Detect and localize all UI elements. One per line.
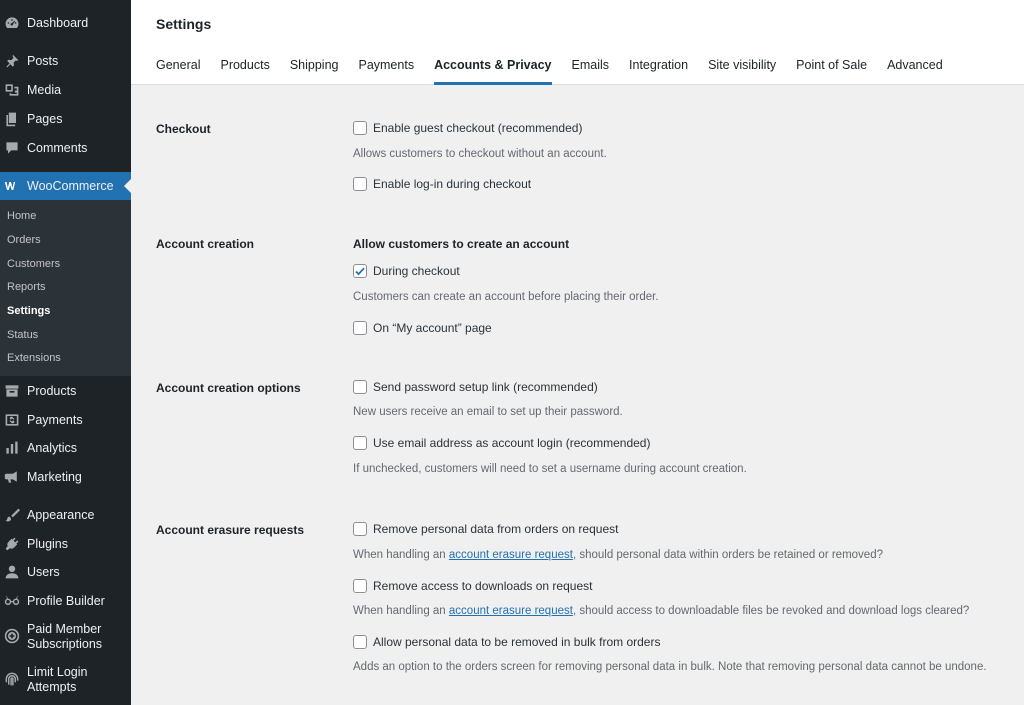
tab-emails[interactable]: Emails [571, 58, 610, 72]
password-link-description: New users receive an email to set up their password. [353, 406, 623, 418]
sidebar-item-label: Analytics [27, 440, 78, 455]
section-label-erasure: Account erasure requests [156, 523, 305, 537]
sidebar-item-label: Marketing [27, 469, 82, 484]
tab-payments[interactable]: Payments [358, 58, 415, 72]
remove-downloads-checkbox[interactable] [353, 579, 367, 593]
remove-orders-description [353, 549, 883, 561]
admin-sidebar [0, 0, 131, 705]
submenu-item-extensions[interactable]: Extensions [7, 352, 61, 364]
remove-orders-checkbox[interactable] [353, 522, 367, 536]
email-login-checkbox[interactable] [353, 436, 367, 450]
guest-checkout-description: Allows customers to checkout without an account. [353, 148, 607, 160]
settings-header [131, 0, 1024, 85]
fingerprint-icon [4, 671, 20, 687]
section-label-account-creation-options: Account creation options [156, 381, 301, 395]
sidebar-item-label: Media [27, 82, 62, 97]
sidebar-item-label: Plugins [27, 536, 68, 551]
desc-text: , should access to downloadable files be revoked and download logs cleared? [572, 605, 970, 617]
settings-tabs [156, 58, 963, 85]
option-label: During checkout [373, 264, 460, 278]
woocommerce-submenu [0, 200, 131, 376]
sidebar-item-limit-login-attempts[interactable] [0, 665, 131, 697]
sidebar-item-profile-builder[interactable] [0, 592, 131, 610]
tab-general[interactable]: General [156, 58, 201, 72]
sidebar-item-comments[interactable] [0, 139, 131, 157]
during-checkout-checkbox[interactable] [353, 264, 367, 278]
sidebar-item-label: Pages [27, 111, 63, 126]
tab-shipping[interactable]: Shipping [289, 58, 339, 72]
tab-site-visibility[interactable]: Site visibility [708, 58, 777, 72]
account-erasure-request-link[interactable]: account erasure request [448, 605, 573, 617]
dashboard-icon [4, 15, 20, 31]
submenu-item-home[interactable]: Home [7, 210, 37, 222]
checkmark-icon [354, 265, 366, 277]
option-label: Use email address as account login (recommended) [373, 436, 651, 450]
option-label: Send password setup link (recommended) [373, 380, 598, 394]
sidebar-item-pages[interactable] [0, 110, 131, 128]
submenu-item-status[interactable]: Status [7, 329, 39, 341]
section-label-checkout: Checkout [156, 122, 211, 136]
sidebar-item-plugins[interactable] [0, 535, 131, 553]
option-label: Remove access to downloads on request [373, 579, 593, 593]
dollar-icon [4, 412, 20, 428]
bulk-remove-description: Adds an option to the orders screen for removing personal data in bulk. Note that removing personal data cannot be undone. [353, 661, 987, 673]
megaphone-icon [4, 469, 20, 485]
option-label: On “My account” page [373, 321, 492, 335]
account-creation-heading: Allow customers to create an account [353, 237, 570, 251]
archive-icon [4, 383, 20, 399]
option-remove-downloads[interactable] [353, 579, 592, 593]
tab-accounts-privacy[interactable]: Accounts & Privacy [434, 58, 551, 85]
submenu-item-orders[interactable]: Orders [7, 234, 41, 246]
section-label-account-creation: Account creation [156, 237, 255, 251]
settings-content [131, 86, 1024, 705]
sidebar-item-dashboard[interactable] [0, 14, 131, 32]
option-login-checkout[interactable] [353, 177, 531, 191]
sidebar-item-products[interactable] [0, 382, 131, 400]
glasses-icon [4, 593, 20, 609]
subscriptions-icon [4, 628, 20, 644]
sidebar-item-label: Appearance [27, 507, 95, 522]
pages-icon [4, 111, 20, 127]
sidebar-item-label: WooCommerce [27, 178, 114, 193]
password-link-checkbox[interactable] [353, 380, 367, 394]
page-title: Settings [156, 16, 212, 32]
sidebar-item-analytics[interactable] [0, 439, 131, 457]
remove-downloads-description [353, 605, 969, 617]
login-checkout-checkbox[interactable] [353, 177, 367, 191]
sidebar-item-label: Profile Builder [27, 593, 105, 608]
option-during-checkout[interactable] [353, 264, 460, 278]
tab-products[interactable]: Products [220, 58, 270, 72]
sidebar-item-woocommerce[interactable] [0, 172, 131, 200]
sidebar-item-paid-member-subscriptions[interactable] [0, 622, 131, 654]
sidebar-item-label: Posts [27, 53, 59, 68]
option-guest-checkout[interactable] [353, 121, 582, 135]
tab-advanced[interactable]: Advanced [887, 58, 943, 72]
tab-point-of-sale[interactable]: Point of Sale [796, 58, 868, 72]
sidebar-item-label: Comments [27, 140, 88, 155]
option-email-login[interactable] [353, 436, 650, 450]
option-my-account[interactable] [353, 321, 492, 335]
woocommerce-icon [4, 178, 20, 194]
sidebar-item-media[interactable] [0, 81, 131, 99]
tab-integration[interactable]: Integration [629, 58, 689, 72]
guest-checkout-checkbox[interactable] [353, 121, 367, 135]
bulk-remove-checkbox[interactable] [353, 635, 367, 649]
bar-chart-icon [4, 440, 20, 456]
sidebar-item-label: Paid Member Subscriptions [27, 622, 103, 651]
plug-icon [4, 536, 20, 552]
my-account-checkbox[interactable] [353, 321, 367, 335]
submenu-item-customers[interactable]: Customers [7, 258, 61, 270]
account-erasure-request-link[interactable]: account erasure request [448, 549, 573, 561]
desc-text: When handling an [353, 605, 449, 617]
email-login-description: If unchecked, customers will need to set a username during account creation. [353, 463, 747, 475]
desc-text: When handling an [353, 549, 449, 561]
desc-text: , should personal data within orders be retained or removed? [572, 549, 883, 561]
option-label: Remove personal data from orders on request [373, 522, 619, 536]
sidebar-item-label: Dashboard [27, 15, 89, 30]
submenu-item-settings[interactable]: Settings [7, 305, 51, 317]
sidebar-item-payments[interactable] [0, 411, 131, 429]
sidebar-item-appearance[interactable] [0, 506, 131, 524]
sidebar-item-label: Payments [27, 412, 83, 427]
sidebar-item-label: Limit Login Attempts [27, 665, 88, 694]
media-icon [4, 82, 20, 98]
sidebar-item-users[interactable] [0, 563, 131, 581]
submenu-item-reports[interactable]: Reports [7, 281, 46, 293]
option-password-link[interactable] [353, 380, 598, 394]
option-bulk-remove[interactable] [353, 635, 660, 649]
sidebar-item-marketing[interactable] [0, 468, 131, 486]
sidebar-item-posts[interactable] [0, 52, 131, 70]
brush-icon [4, 507, 20, 523]
option-label: Enable log-in during checkout [373, 177, 532, 191]
sidebar-item-label: Products [27, 383, 77, 398]
option-label: Allow personal data to be removed in bulk from orders [373, 635, 661, 649]
option-label: Enable guest checkout (recommended) [373, 121, 583, 135]
sidebar-item-label: Users [27, 564, 60, 579]
option-remove-orders[interactable] [353, 522, 618, 536]
user-icon [4, 564, 20, 580]
during-checkout-description: Customers can create an account before placing their order. [353, 291, 659, 303]
current-menu-arrow [124, 179, 131, 193]
pin-icon [4, 53, 20, 69]
comment-icon [4, 140, 20, 156]
